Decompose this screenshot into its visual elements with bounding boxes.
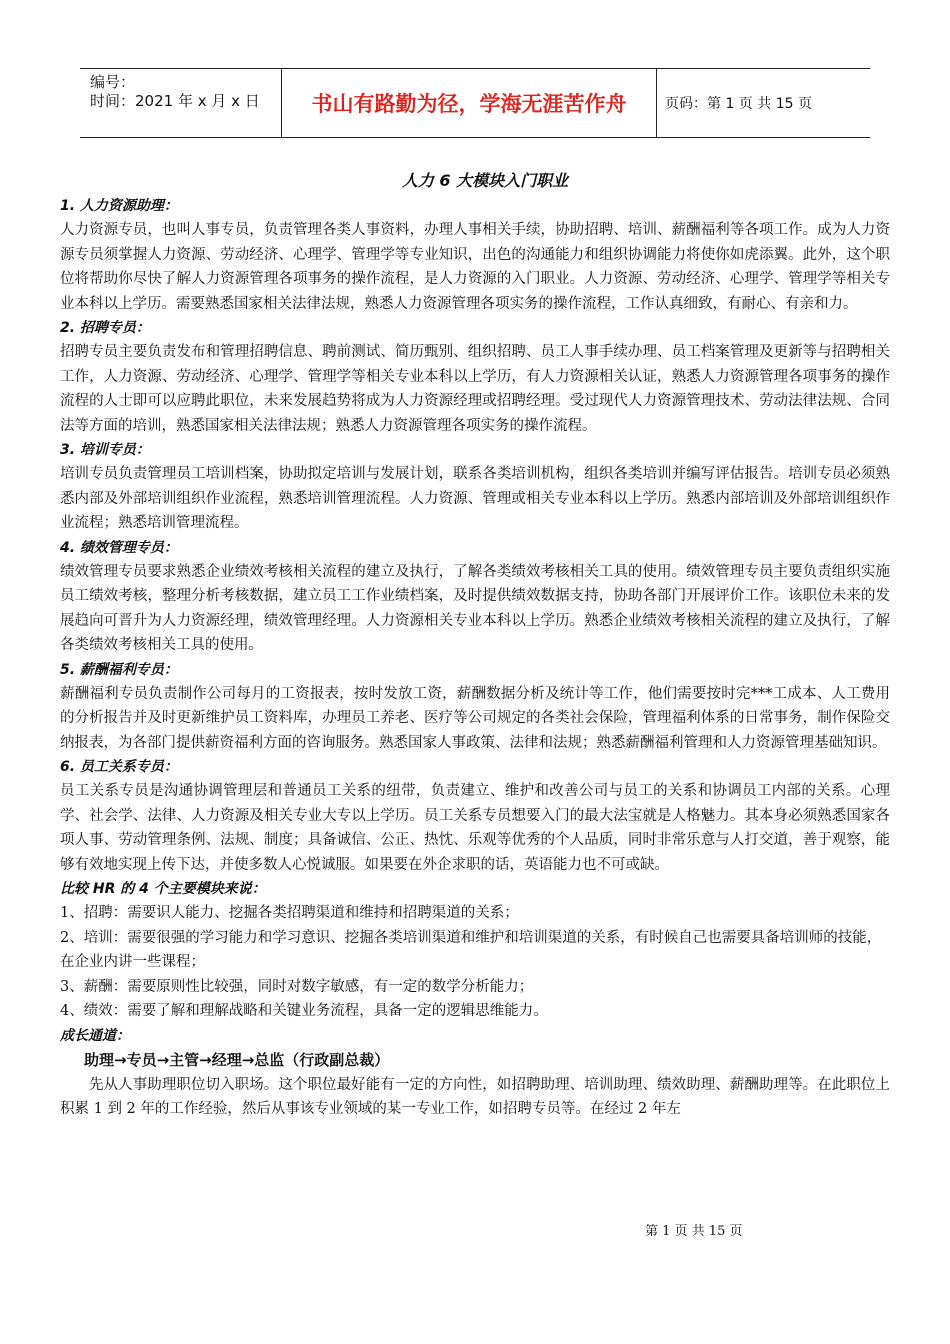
section-recruiter xyxy=(60,316,890,438)
section-text: 招聘专员主要负责发布和管理招聘信息、聘前测试、简历甄别、组织招聘、员工人事手续办理、员工档案管理及更新等与招聘相关工作，人力资源、劳动经济、心理学、管理学等相关专业本科以上学历，有人力资源相关认证，熟悉人力资源管理各项事务的操作流程的人士即可以应聘此职位，未来发展趋势将成为人力资源经理或招聘经理。受过现代人力资源管理技术、劳动法律法规、合同法等方面的培训，熟悉国家相关法律法规；熟悉人力资源管理各项实务的操作流程。 xyxy=(60,344,890,434)
section-text: 培训专员负责管理员工培训档案，协助拟定培训与发展计划，联系各类培训机构，组织各类培训并编写评估报告。培训专员必须熟悉内部及外部培训组织作业流程，熟悉培训管理流程。人力资源、管理或相关专业本科以上学历。熟悉内部培训及外部培训组织作业流程；熟悉培训管理流程。 xyxy=(60,466,890,531)
section-heading: 比较 HR 的 4 个主要模块来说： xyxy=(60,881,266,897)
page-footer: 第 1 页 共 15 页 xyxy=(645,1224,743,1239)
section-growth xyxy=(60,1024,890,1122)
section-compensation xyxy=(60,658,890,756)
section-heading: 4. 绩效管理专员： xyxy=(60,539,178,556)
list-item: 3、薪酬：需要原则性比较强，同时对数字敏感，有一定的数学分析能力； xyxy=(60,978,534,995)
section-assistant xyxy=(60,194,890,316)
header-meta xyxy=(80,69,281,137)
document-title: 人力 6 大模块入门职业 xyxy=(401,171,569,190)
section-trainer xyxy=(60,438,890,536)
section-text: 人力资源专员，也叫人事专员，负责管理各类人事资料，办理人事相关手续，协助招聘、培训、薪酬福利等各项工作。成为人力资源专员须掌握人力资源、劳动经济、心理学、管理学等专业知识，出色的沟通能力和组织协调能力将使你如虎添翼。此外，这个职位将帮助你尽快了解人力资源管理各项事务的操作流程，是人力资源的入门职业。人力资源、劳动经济、心理学、管理学等相关专业本科以上学历。需要熟悉国家相关法律法规，熟悉人力资源管理各项实务的操作流程，工作认真细致，有耐心、有亲和力。 xyxy=(60,222,890,312)
list-item: 4、绩效：需要了解和理解战略和关键业务流程，具备一定的逻辑思维能力。 xyxy=(60,1003,548,1019)
section-text: 先从人事助理职位切入职场。这个职位最好能有一定的方向性，如招聘助理、培训助理、绩效助理、薪酬助理等。在此职位上积累 1 到 2 年的工作经验，然后从事该专业领域的某一专业工作，如招聘专员等。在经过 2 年左 xyxy=(60,1076,890,1117)
section-text: 员工关系专员是沟通协调管理层和普通员工关系的纽带，负责建立、维护和改善公司与员工的关系和协调员工内部的关系。心理学、社会学、法律、人力资源及相关专业大专以上学历。员工关系专员想要入门的最大法宝就是人格魅力。其本身必须熟悉国家各项人事、劳动管理条例、法规、制度；具备诚信、公正、热忱、乐观等优秀的个人品质，同时非常乐意与人打交道，善于观察，能够有效地实现上传下达，并使多数人心悦诚服。如果要在外企求职的话，英语能力也不可或缺。 xyxy=(60,783,890,873)
list-item: 1、招聘：需要识人能力、挖掘各类招聘渠道和维持和招聘渠道的关系； xyxy=(60,905,519,921)
section-performance xyxy=(60,536,890,658)
section-text: 绩效管理专员要求熟悉企业绩效考核相关流程的建立及执行，了解各类绩效考核相关工具的使用。绩效管理专员主要负责组织实施员工绩效考核，整理分析考核数据，建立员工工作业绩档案，及时提供绩效数据支持，协助各部门开展评价工作。该职位未来的发展趋向可晋升为人力资源经理，绩效管理经理。人力资源相关专业本科以上学历。熟悉企业绩效考核相关流程的建立及执行，了解各类绩效考核相关工具的使用。 xyxy=(60,563,890,653)
section-compare xyxy=(60,877,890,1024)
document-body xyxy=(60,168,890,1122)
section-text: 薪酬福利专员负责制作公司每月的工资报表，按时发放工资，薪酬数据分析及统计等工作，他们需要按时完***工成本、人工费用的分析报告并及时更新维护员工资料库，办理员工养老、医疗等公司规定的各类社会保险，管理福利体系的日常事务，制作保险交纳报表，为各部门提供薪资福利方面的咨询服务。熟悉国家人事政策、法律和法规；熟悉薪酬福利管理和人力资源管理基础知识。 xyxy=(60,685,890,751)
section-heading: 3. 培训专员： xyxy=(60,442,150,458)
section-heading: 5. 薪酬福利专员： xyxy=(60,661,178,678)
header-page-info: 页码：第 1 页 共 15 页 xyxy=(665,96,812,112)
document-time-label: 时间：2021 年 x 月 x 日 xyxy=(90,92,260,110)
section-heading: 1. 人力资源助理： xyxy=(60,198,178,214)
list-item: 2、培训：需要很强的学习能力和学习意识、挖掘各类培训渠道和维护和培训渠道的关系，有时候自己也需要具备培训师的技能，在企业内讲一些课程； xyxy=(60,929,882,970)
section-heading: 2. 招聘专员： xyxy=(60,320,150,336)
section-heading: 6. 员工关系专员： xyxy=(60,759,178,775)
career-path: 助理→专员→主管→经理→总监（行政副总裁） xyxy=(84,1050,390,1069)
section-employee-relations xyxy=(60,755,890,877)
header-motto: 书山有路勤为径，学海无涯苦作舟 xyxy=(281,69,657,137)
section-heading: 成长通道： xyxy=(60,1027,130,1044)
document-number-label: 编号： xyxy=(90,73,136,91)
page-header xyxy=(80,68,870,138)
